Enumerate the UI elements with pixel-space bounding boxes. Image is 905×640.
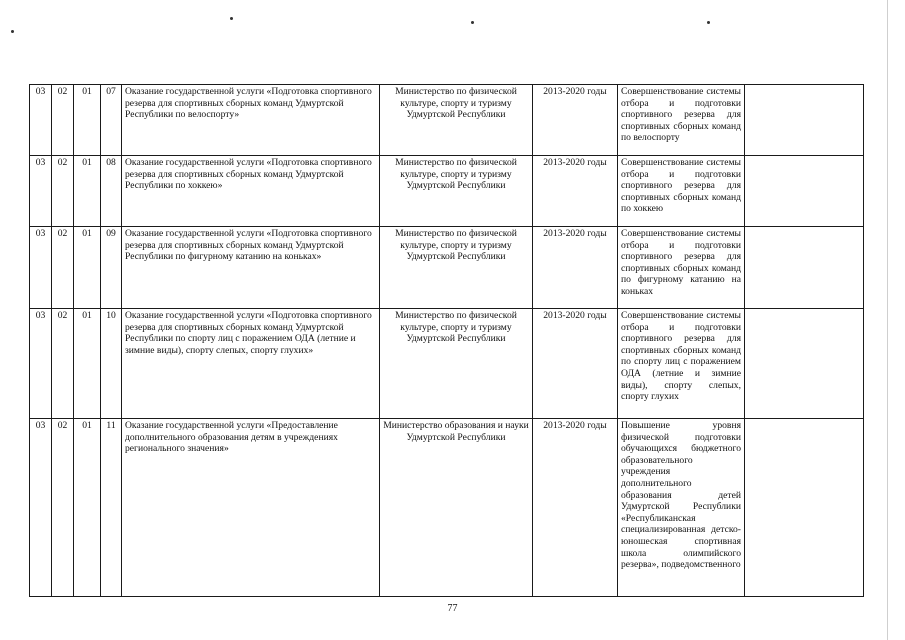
indicator-link <box>745 85 864 156</box>
expected-result: Совершенствование системы отбора и подготовки спортивного резерва для спортивных сборных команд по хоккею <box>618 156 745 227</box>
code-section: 03 <box>30 309 52 419</box>
indicator-link <box>745 419 864 597</box>
code-event: 08 <box>101 156 122 227</box>
expected-result: Совершенствование системы отбора и подготовки спортивного резерва для спортивных сборных команд по велоспорту <box>618 85 745 156</box>
event-name: Оказание государственной услуги «Подготовка спортивного резерва для спортивных сборных команд Удмуртской Республики по велоспорту» <box>122 85 380 156</box>
code-section: 03 <box>30 227 52 309</box>
code-subsection: 02 <box>52 85 74 156</box>
scan-speck <box>471 21 474 24</box>
scan-speck <box>707 21 710 24</box>
code-subsection: 02 <box>52 309 74 419</box>
event-name: Оказание государственной услуги «Предоставление дополнительного образования детям в учреждениях регионального значения» <box>122 419 380 597</box>
responsible-executor: Министерство по физической культуре, спорту и туризму Удмуртской Республики <box>380 227 533 309</box>
table-row <box>30 309 864 419</box>
code-main-event: 01 <box>74 309 101 419</box>
responsible-executor: Министерство по физической культуре, спорту и туризму Удмуртской Республики <box>380 85 533 156</box>
code-section: 03 <box>30 419 52 597</box>
expected-result: Совершенствование системы отбора и подготовки спортивного резерва для спортивных сборных команд по фигурному катанию на коньках <box>618 227 745 309</box>
code-event: 11 <box>101 419 122 597</box>
indicator-link <box>745 309 864 419</box>
scan-edge-line <box>887 0 888 640</box>
table-row <box>30 156 864 227</box>
implementation-period: 2013-2020 годы <box>533 227 618 309</box>
responsible-executor: Министерство по физической культуре, спорту и туризму Удмуртской Республики <box>380 309 533 419</box>
implementation-period: 2013-2020 годы <box>533 85 618 156</box>
code-subsection: 02 <box>52 156 74 227</box>
event-name: Оказание государственной услуги «Подготовка спортивного резерва для спортивных сборных команд Удмуртской Республики по хоккею» <box>122 156 380 227</box>
table-row <box>30 419 864 597</box>
implementation-period: 2013-2020 годы <box>533 156 618 227</box>
indicator-link <box>745 156 864 227</box>
expected-result: Повышение уровня физической подготовки обучающихся бюджетного образовательного учреждения дополнительного образования детей Удмуртской Республики «Республиканская специализированная детско-юношеская спортивная школа олимпийского резерва», подведомственного <box>618 419 745 597</box>
implementation-period: 2013-2020 годы <box>533 419 618 597</box>
code-main-event: 01 <box>74 85 101 156</box>
code-subsection: 02 <box>52 227 74 309</box>
scan-speck <box>11 30 14 33</box>
expected-result: Совершенствование системы отбора и подготовки спортивного резерва для спортивных сборных команд по спорту лиц с поражением ОДА (летние и зимние виды), спорту слепых, спорту глухих <box>618 309 745 419</box>
code-section: 03 <box>30 85 52 156</box>
scan-speck <box>230 17 233 20</box>
table-row <box>30 85 864 156</box>
code-event: 09 <box>101 227 122 309</box>
event-name: Оказание государственной услуги «Подготовка спортивного резерва для спортивных сборных команд Удмуртской Республики по спорту лиц с поражением ОДА (летние и зимние виды), спорту слепых, спорту глухих» <box>122 309 380 419</box>
responsible-executor: Министерство по физической культуре, спорту и туризму Удмуртской Республики <box>380 156 533 227</box>
code-section: 03 <box>30 156 52 227</box>
implementation-period: 2013-2020 годы <box>533 309 618 419</box>
indicator-link <box>745 227 864 309</box>
code-main-event: 01 <box>74 156 101 227</box>
responsible-executor: Министерство образования и науки Удмуртской Республики <box>380 419 533 597</box>
page-number: 77 <box>447 603 458 614</box>
code-main-event: 01 <box>74 419 101 597</box>
code-subsection: 02 <box>52 419 74 597</box>
code-main-event: 01 <box>74 227 101 309</box>
code-event: 07 <box>101 85 122 156</box>
table-row <box>30 227 864 309</box>
code-event: 10 <box>101 309 122 419</box>
event-name: Оказание государственной услуги «Подготовка спортивного резерва для спортивных сборных команд Удмуртской Республики по фигурному катанию на коньках» <box>122 227 380 309</box>
program-table <box>29 84 864 597</box>
